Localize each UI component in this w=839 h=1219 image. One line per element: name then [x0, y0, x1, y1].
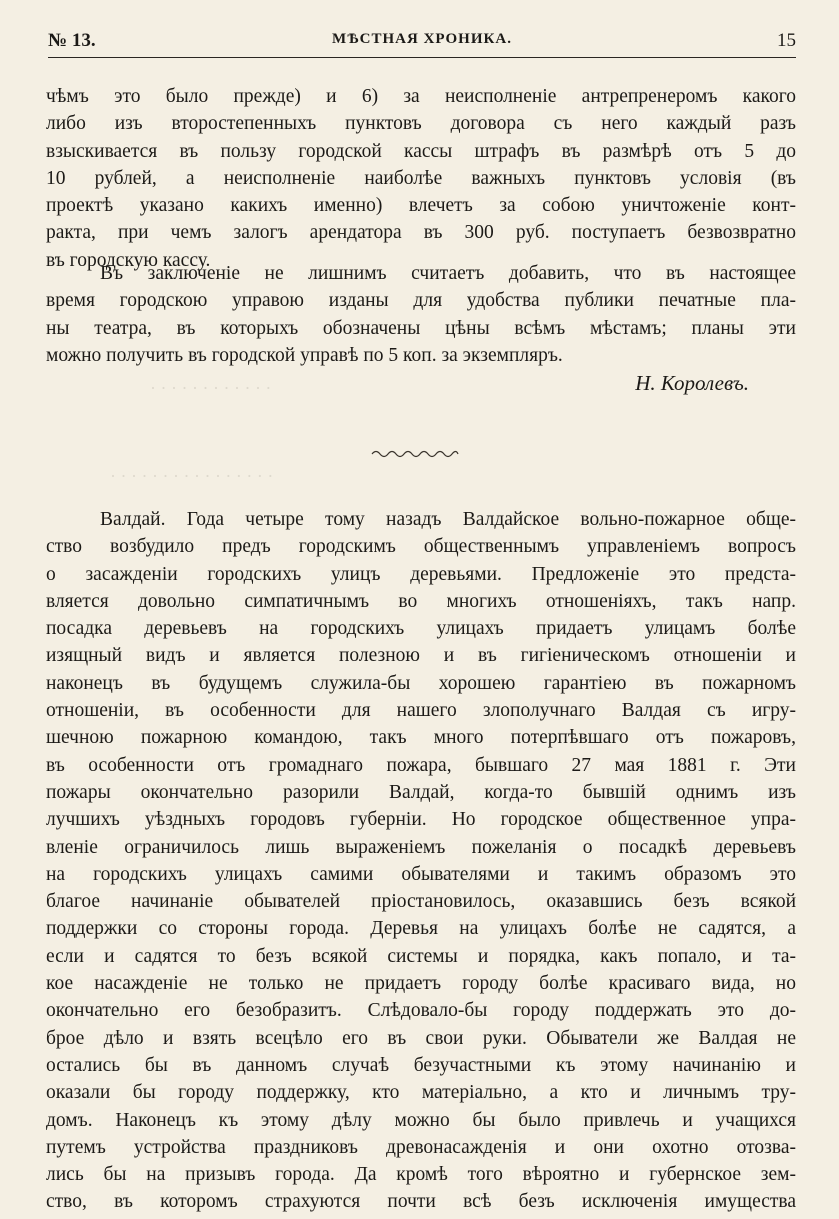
text-line: проектѣ указано какихъ именно) влечетъ за собою уничтоженіе конт- — [46, 195, 796, 217]
paragraph-1 — [46, 83, 796, 274]
text-line: посадка деревьевъ на городскихъ улицахъ придаетъ улицамъ болѣе — [46, 618, 796, 640]
text-line: чѣмъ это было прежде) и 6) за неисполненіе антрепренеромъ какого — [46, 86, 796, 107]
text-line: изящный видъ и является полезною и въ гигіеническомъ отношеніи и — [46, 645, 796, 667]
text-line: можно получить въ городской управѣ по 5 коп. за экземпляръ. — [46, 344, 563, 366]
page-number: 15 — [777, 30, 796, 51]
header-rule — [48, 57, 796, 58]
paragraph-3 — [46, 506, 796, 1216]
text-line: Въ заключеніе не лишнимъ считаетъ добавить, что въ настоящее — [100, 263, 796, 284]
bleed-through: · · · · · · · · · · · · — [150, 378, 272, 398]
text-line: остались бы въ данномъ случаѣ безучастными къ этому начинанію и — [46, 1054, 796, 1076]
text-line: путемъ устройства праздниковъ древонасажденія и они охотно отозва- — [46, 1136, 796, 1158]
text-line: либо изъ второстепенныхъ пунктовъ договора съ него каждый разъ — [46, 113, 796, 135]
text-line: вляется довольно симпатичнымъ во многихъ отношеніяхъ, такъ напр. — [46, 590, 796, 612]
text-line: кое насажденіе не только не придаетъ городу болѣе красиваго вида, но — [46, 973, 796, 995]
text-line: о засажденіи городскихъ улицъ деревьями. Предложеніе это предста- — [46, 563, 796, 585]
issue-number: № 13. — [48, 30, 96, 51]
section-divider — [370, 448, 460, 460]
author-signature: Н. Королевъ. — [635, 371, 749, 395]
text-line: ство, въ которомъ страхуются почти всѣ безъ исключенія имущества — [46, 1191, 796, 1213]
text-line: въ городскую кассу. — [46, 249, 211, 271]
paragraph-2 — [46, 260, 796, 369]
text-line: брое дѣло и взять всецѣло его въ свои руки. Обыватели же Валдая не — [46, 1027, 796, 1049]
text-line: домъ. Наконецъ къ этому дѣлу можно бы было привлечь и учащихся — [46, 1109, 796, 1131]
text-line: вленіе ограничилось лишь выраженіемъ пожеланія о посадкѣ деревьевъ — [46, 836, 796, 858]
text-line: окончательно его безобразитъ. Слѣдовало-бы городу поддержать это до- — [46, 1000, 796, 1022]
section-title: МѢСТНАЯ ХРОНИКА. — [332, 31, 512, 47]
text-line: 10 рублей, а неисполненіе наиболѣе важныхъ пунктовъ условія (въ — [46, 167, 796, 189]
text-line: ны театра, въ которыхъ обозначены цѣны всѣмъ мѣстамъ; планы эти — [46, 317, 796, 339]
text-line: взыскивается въ пользу городской кассы штрафъ въ размѣрѣ отъ 5 до — [46, 140, 796, 162]
text-line: на городскихъ улицахъ самими обывателями и такимъ образомъ это — [46, 863, 796, 885]
text-line: пожары окончательно разорили Валдай, когда-то бывшій однимъ изъ — [46, 781, 796, 803]
text-line: если и садятся то безъ всякой системы и порядка, какъ попало, и та- — [46, 945, 796, 967]
text-line: время городскою управою изданы для удобства публики печатные пла- — [46, 290, 796, 312]
text-line: ство возбудило предъ городскимъ общественнымъ управленіемъ вопросъ — [46, 536, 796, 558]
text-line: наконецъ въ будущемъ служила-бы хорошею гарантіею въ пожарномъ — [46, 672, 796, 694]
text-line: оказали бы городу поддержку, кто матеріально, а кто и личнымъ тру- — [46, 1082, 796, 1104]
text-line: шечною пожарною командою, такъ много потерпѣвшаго отъ пожаровъ, — [46, 727, 796, 749]
text-line: въ особенности отъ громаднаго пожара, бывшаго 27 мая 1881 г. Эти — [46, 754, 796, 776]
running-header — [48, 30, 796, 56]
text-line: благое начинаніе обывателей пріостановилось, оказавшись безъ всякой — [46, 891, 796, 913]
bleed-through: · · · · · · · · · · · · · · · · — [110, 466, 274, 486]
text-line: Валдай. Года четыре тому назадъ Валдайское вольно-пожарное обще- — [100, 509, 796, 530]
text-line: поддержки со стороны города. Деревья на улицахъ болѣе не садятся, а — [46, 918, 796, 940]
text-line: ракта, при чемъ залогъ арендатора въ 300 руб. поступаетъ безвозвратно — [46, 222, 796, 244]
text-line: лись бы на призывъ города. Да кромѣ того вѣроятно и губернское зем- — [46, 1164, 796, 1186]
text-line: лучшихъ уѣздныхъ городовъ губерніи. Но городское общественное упра- — [46, 809, 796, 831]
text-line: отношеніи, въ особенности для нашего злополучнаго Валдая съ игру- — [46, 700, 796, 722]
